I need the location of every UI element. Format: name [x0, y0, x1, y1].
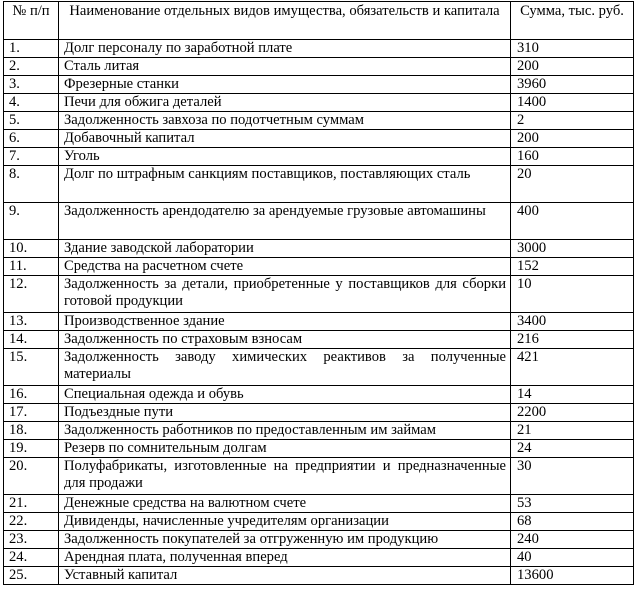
row-sum: 10: [511, 276, 634, 313]
row-num: 3.: [4, 76, 59, 94]
row-num: 8.: [4, 166, 59, 203]
row-sum: 310: [511, 40, 634, 58]
row-sum: 1400: [511, 94, 634, 112]
row-name: Задолженность завхоза по подотчетным суммам: [59, 112, 511, 130]
row-name: Задолженность арендодателю за арендуемые грузовые автомашины: [59, 203, 511, 240]
row-sum: 53: [511, 495, 634, 513]
row-sum: 13600: [511, 567, 634, 585]
row-sum: 2: [511, 112, 634, 130]
table-row: [4, 386, 634, 404]
header-sum: Сумма, тыс. руб.: [511, 2, 634, 40]
row-name: Долг по штрафным санкциям поставщиков, поставляющих сталь: [59, 166, 511, 203]
row-sum: 400: [511, 203, 634, 240]
row-sum: 24: [511, 440, 634, 458]
row-num: 24.: [4, 549, 59, 567]
row-num: 5.: [4, 112, 59, 130]
row-num: 23.: [4, 531, 59, 549]
row-sum: 3400: [511, 313, 634, 331]
row-sum: 160: [511, 148, 634, 166]
row-num: 7.: [4, 148, 59, 166]
table-row: [4, 313, 634, 331]
row-sum: 68: [511, 513, 634, 531]
row-num: 17.: [4, 404, 59, 422]
table-row: [4, 349, 634, 386]
table-row: [4, 240, 634, 258]
row-sum: 30: [511, 458, 634, 495]
row-name: Фрезерные станки: [59, 76, 511, 94]
row-name: Добавочный капитал: [59, 130, 511, 148]
row-sum: 421: [511, 349, 634, 386]
header-name: Наименование отдельных видов имущества, обязательств и капитала: [59, 2, 511, 40]
row-num: 21.: [4, 495, 59, 513]
table-row: [4, 276, 634, 313]
row-sum: 3960: [511, 76, 634, 94]
row-name: Средства на расчетном счете: [59, 258, 511, 276]
row-num: 11.: [4, 258, 59, 276]
row-num: 25.: [4, 567, 59, 585]
row-name: Дивиденды, начисленные учредителям организации: [59, 513, 511, 531]
row-sum: 14: [511, 386, 634, 404]
row-name: Сталь литая: [59, 58, 511, 76]
table-row: [4, 112, 634, 130]
row-num: 16.: [4, 386, 59, 404]
row-num: 2.: [4, 58, 59, 76]
table-row: [4, 458, 634, 495]
row-sum: 152: [511, 258, 634, 276]
table-row: [4, 531, 634, 549]
row-sum: 40: [511, 549, 634, 567]
row-num: 4.: [4, 94, 59, 112]
table-row: [4, 404, 634, 422]
row-num: 18.: [4, 422, 59, 440]
row-name: Здание заводской лаборатории: [59, 240, 511, 258]
row-name: Печи для обжига деталей: [59, 94, 511, 112]
row-num: 12.: [4, 276, 59, 313]
row-sum: 2200: [511, 404, 634, 422]
row-sum: 21: [511, 422, 634, 440]
row-name: Уголь: [59, 148, 511, 166]
row-name: Долг персоналу по заработной плате: [59, 40, 511, 58]
row-num: 20.: [4, 458, 59, 495]
table-row: [4, 148, 634, 166]
table-row: [4, 58, 634, 76]
row-name: Уставный капитал: [59, 567, 511, 585]
table-row: [4, 495, 634, 513]
row-num: 6.: [4, 130, 59, 148]
row-sum: 3000: [511, 240, 634, 258]
row-name: Подъездные пути: [59, 404, 511, 422]
row-num: 15.: [4, 349, 59, 386]
row-sum: 240: [511, 531, 634, 549]
row-sum: 20: [511, 166, 634, 203]
assets-liabilities-table-container: [3, 1, 633, 609]
row-name: Полуфабрикаты, изготовленные на предприятии и предназначенные для продажи: [59, 458, 511, 495]
table-row: [4, 440, 634, 458]
row-num: 10.: [4, 240, 59, 258]
row-sum: 216: [511, 331, 634, 349]
header-num: № п/п: [4, 2, 59, 40]
row-name: Арендная плата, полученная вперед: [59, 549, 511, 567]
row-name: Специальная одежда и обувь: [59, 386, 511, 404]
row-name: Денежные средства на валютном счете: [59, 495, 511, 513]
row-num: 9.: [4, 203, 59, 240]
table-row: [4, 40, 634, 58]
table-row: [4, 567, 634, 585]
row-sum: 200: [511, 58, 634, 76]
table-row: [4, 94, 634, 112]
assets-liabilities-table: [3, 1, 634, 585]
table-row: [4, 166, 634, 203]
table-row: [4, 549, 634, 567]
row-name: Задолженность работников по предоставленным им займам: [59, 422, 511, 440]
row-sum: 200: [511, 130, 634, 148]
row-name: Задолженность покупателей за отгруженную им продукцию: [59, 531, 511, 549]
row-name: Задолженность по страховым взносам: [59, 331, 511, 349]
table-row: [4, 513, 634, 531]
row-num: 19.: [4, 440, 59, 458]
row-num: 14.: [4, 331, 59, 349]
table-row: [4, 422, 634, 440]
row-name: Задолженность заводу химических реактивов за полученные материалы: [59, 349, 511, 386]
table-header-row: [4, 2, 634, 40]
table-row: [4, 203, 634, 240]
row-num: 1.: [4, 40, 59, 58]
table-row: [4, 130, 634, 148]
row-name: Задолженность за детали, приобретенные у поставщиков для сборки готовой продукции: [59, 276, 511, 313]
row-num: 13.: [4, 313, 59, 331]
row-name: Резерв по сомнительным долгам: [59, 440, 511, 458]
table-row: [4, 331, 634, 349]
table-row: [4, 76, 634, 94]
row-name: Производственное здание: [59, 313, 511, 331]
table-row: [4, 258, 634, 276]
row-num: 22.: [4, 513, 59, 531]
